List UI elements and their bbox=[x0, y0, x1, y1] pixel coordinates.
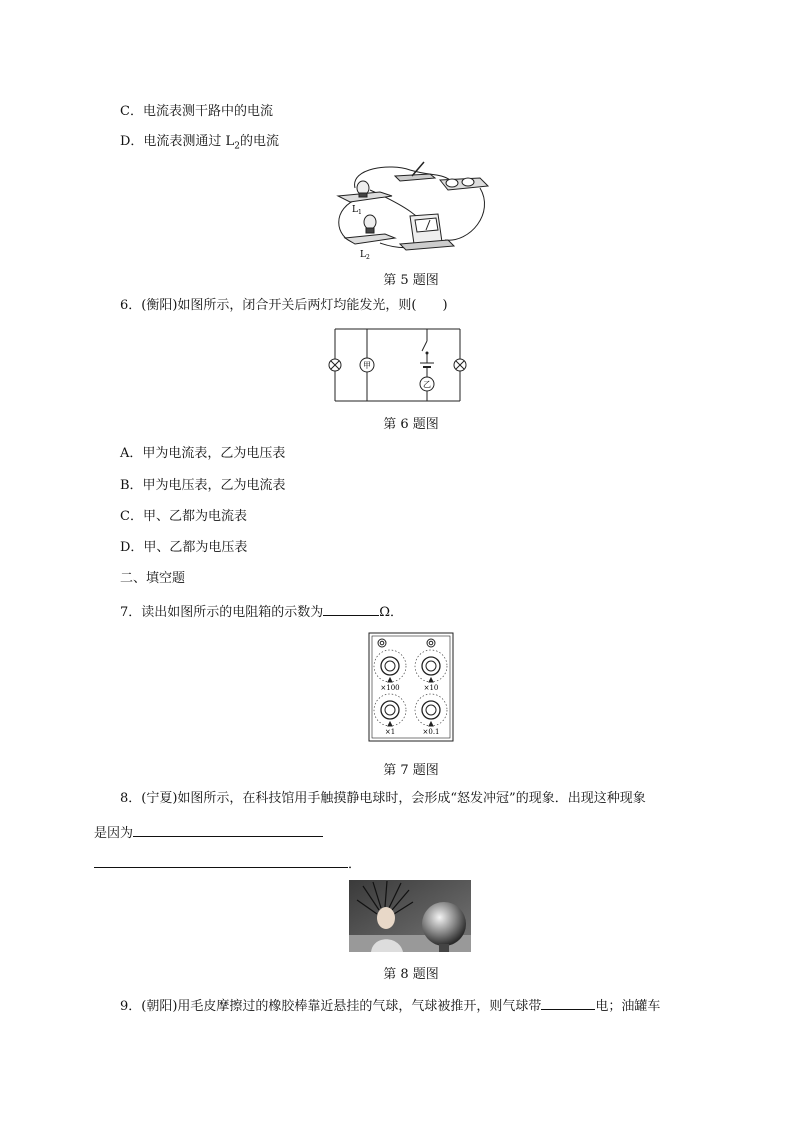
q9-answer-blank[interactable] bbox=[541, 995, 595, 1010]
q5-option-d-tail: 的电流 bbox=[239, 134, 279, 149]
q8-line-3 bbox=[94, 853, 361, 874]
q7-stem-unit: Ω． bbox=[379, 605, 404, 620]
q8-static-ball-photo bbox=[349, 880, 471, 952]
q7-dial-mult-0-1: ×0.1 bbox=[422, 728, 440, 736]
q7-dial-mult-100: ×100 bbox=[380, 684, 400, 692]
q6-meter-jia: 甲 bbox=[363, 361, 371, 370]
q5-label-l1: $L_1$ bbox=[352, 205, 362, 216]
q7-stem bbox=[120, 601, 403, 622]
q6-stem: 6．(衡阳)如图所示，闭合开关后两灯均能发光，则( ) bbox=[120, 298, 448, 313]
q7-answer-blank[interactable] bbox=[323, 601, 379, 616]
q6-option-d: D．甲、乙都为电压表 bbox=[120, 540, 248, 555]
q9-stem bbox=[120, 995, 660, 1016]
q5-figure-caption: 第 5 题图 bbox=[383, 273, 439, 288]
q7-stem-text: 7．读出如图所示的电阻箱的示数为 bbox=[120, 605, 324, 620]
q8-line-2-text: 是因为 bbox=[94, 826, 134, 841]
q7-resistance-box-figure bbox=[368, 632, 454, 742]
q6-option-b: B．甲为电压表，乙为电流表 bbox=[120, 478, 286, 493]
q9-stem-tail: 电；油罐车 bbox=[595, 999, 661, 1014]
q6-figure-caption: 第 6 题图 bbox=[383, 417, 439, 432]
q8-figure-caption: 第 8 题图 bbox=[383, 967, 439, 982]
q5-circuit-figure bbox=[330, 158, 490, 263]
q7-figure-caption: 第 7 题图 bbox=[383, 763, 439, 778]
q6-option-a: A．甲为电流表，乙为电压表 bbox=[120, 446, 286, 461]
q8-answer-blank-2[interactable] bbox=[94, 853, 348, 868]
q6-circuit-diagram bbox=[325, 327, 470, 403]
q6-meter-yi: 乙 bbox=[423, 380, 431, 389]
q5-option-c: C．电流表测干路中的电流 bbox=[120, 104, 273, 119]
q7-dial-mult-1: ×1 bbox=[384, 728, 396, 736]
q6-option-c: C．甲、乙都为电流表 bbox=[120, 509, 247, 524]
q5-label-l2: $L_2$ bbox=[360, 250, 370, 261]
q7-dial-mult-10: ×10 bbox=[423, 684, 439, 692]
q5-option-d bbox=[120, 133, 279, 156]
q8-line-3-period: ． bbox=[348, 857, 362, 872]
q5-option-d-sub: 2 bbox=[234, 141, 240, 152]
q5-option-d-text: D．电流表测通过 L bbox=[120, 134, 235, 149]
section-fill-in-title: 二、填空题 bbox=[120, 571, 186, 586]
q8-line-2 bbox=[94, 822, 323, 843]
q9-stem-text: 9．(朝阳)用毛皮摩擦过的橡胶棒靠近悬挂的气球，气球被推开，则气球带 bbox=[120, 999, 542, 1014]
q8-stem: 8．(宁夏)如图所示，在科技馆用手触摸静电球时，会形成“怒发冲冠”的现象．出现这种现象 bbox=[120, 791, 646, 806]
q8-answer-blank-1[interactable] bbox=[133, 822, 323, 837]
